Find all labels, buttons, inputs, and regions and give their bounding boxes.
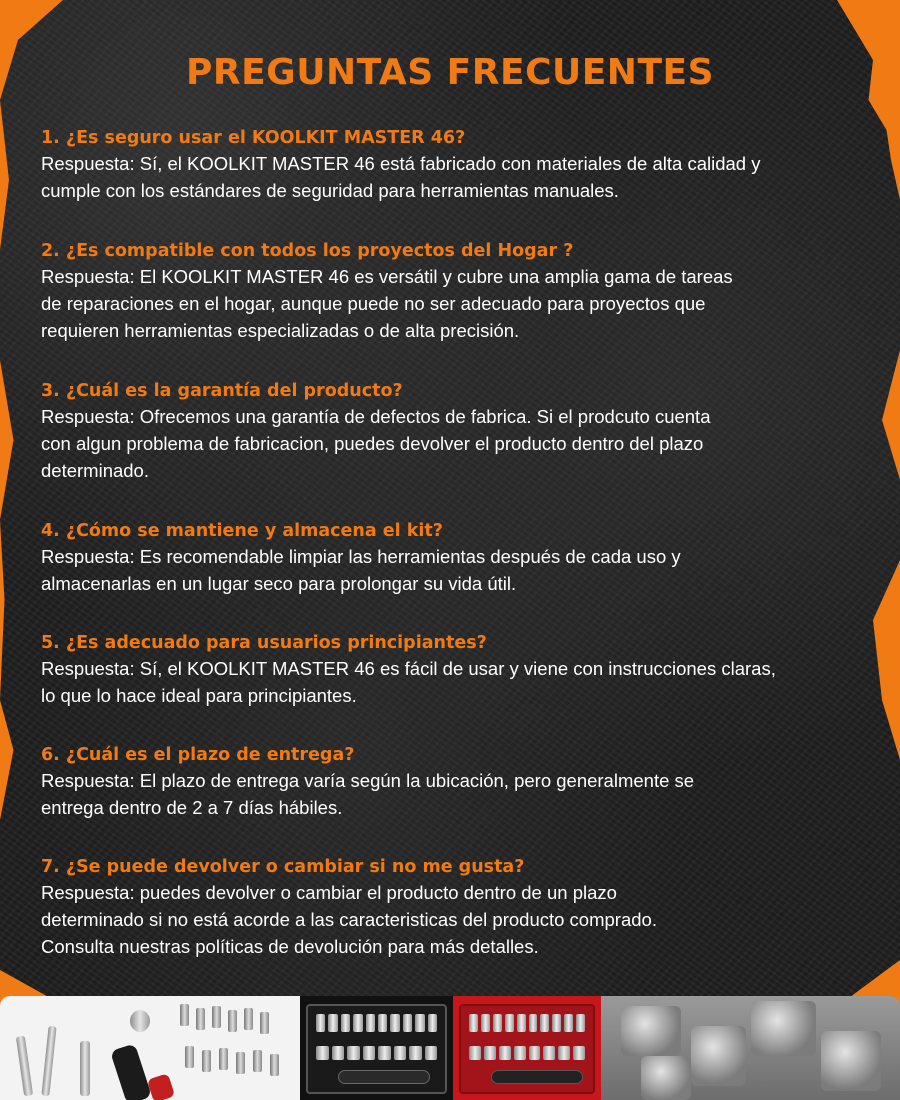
- faq-item-3: [41, 379, 891, 484]
- faq-item-6: [41, 743, 891, 821]
- faq-item-5: [41, 631, 891, 709]
- socket-icon: [260, 1012, 269, 1034]
- faq-answer: Respuesta: El plazo de entrega varía según la ubicación, pero generalmente se entrega dentro de 2 a 7 días hábiles.: [41, 770, 695, 818]
- socket-row-icon: [316, 1014, 437, 1032]
- socket-icon: [212, 1006, 221, 1028]
- socket-icon: [196, 1008, 205, 1030]
- socket-icon: [253, 1050, 262, 1072]
- faq-item-2: [41, 239, 891, 344]
- socket-row-icon: [316, 1046, 437, 1060]
- page-title: PREGUNTAS FRECUENTES: [185, 52, 715, 93]
- t-handle-icon: [80, 1041, 90, 1096]
- socket-row-icon: [469, 1014, 585, 1032]
- socket-bit-icon: [641, 1056, 691, 1100]
- faq-question: 7. ¿Se puede devolver o cambiar si no me gusta?: [41, 857, 525, 877]
- socket-bits-closeup-photo: [601, 996, 900, 1100]
- socket-icon: [270, 1054, 279, 1076]
- faq-answer: Respuesta: Sí, el KOOLKIT MASTER 46 es fácil de usar y viene con instrucciones claras, lo que lo hace ideal para principiantes.: [41, 658, 776, 706]
- faq-question: 2. ¿Es compatible con todos los proyectos del Hogar ?: [41, 241, 574, 261]
- socket-icon: [228, 1010, 237, 1032]
- ratchet-handle-icon: [491, 1070, 583, 1084]
- socket-bit-icon: [751, 1001, 816, 1056]
- faq-question: 5. ¿Es adecuado para usuarios principiantes?: [41, 633, 487, 653]
- socket-icon: [180, 1004, 189, 1026]
- faq-item-1: [41, 126, 891, 204]
- socket-bit-icon: [691, 1026, 746, 1086]
- socket-icon: [219, 1048, 228, 1070]
- socket-icon: [236, 1052, 245, 1074]
- socket-icon: [244, 1008, 253, 1030]
- extension-bar-icon: [16, 1036, 33, 1097]
- faq-answer: Respuesta: puedes devolver o cambiar el producto dentro de un plazo determinado si no está acorde a las caracteristicas del producto comprado. Consulta nuestras políticas de devolución para más detalles.: [41, 882, 657, 957]
- tool-case-icon: [459, 1004, 595, 1094]
- socket-bit-icon: [821, 1031, 881, 1091]
- faq-question: 3. ¿Cuál es la garantía del producto?: [41, 381, 403, 401]
- ratchet-handle-icon: [338, 1070, 430, 1084]
- socket-icon: [202, 1050, 211, 1072]
- product-photo-strip: [0, 996, 900, 1100]
- socket-set-red-case-photo: [453, 996, 601, 1100]
- faq-question: 6. ¿Cuál es el plazo de entrega?: [41, 745, 355, 765]
- ratchet-handle-icon: [110, 1043, 152, 1100]
- faq-answer: Respuesta: El KOOLKIT MASTER 46 es versátil y cubre una amplia gama de tareas de reparaciones en el hogar, aunque puede no ser adecuado para proyectos que requieren herramientas especializadas o de alta precisión.: [41, 266, 733, 341]
- faq-item-7: [41, 855, 891, 960]
- socket-icon: [185, 1046, 194, 1068]
- faq-answer: Respuesta: Es recomendable limpiar las herramientas después de cada uso y almacenarlas en un lugar seco para prolongar su vida útil.: [41, 546, 681, 594]
- socket-set-loose-photo: [0, 996, 300, 1100]
- socket-bit-icon: [621, 1006, 681, 1056]
- ratchet-grip-icon: [147, 1073, 175, 1100]
- socket-set-black-case-photo: [300, 996, 453, 1100]
- faq-answer: Respuesta: Sí, el KOOLKIT MASTER 46 está fabricado con materiales de alta calidad y cumple con los estándares de seguridad para herramientas manuales.: [41, 153, 761, 201]
- faq-answer: Respuesta: Ofrecemos una garantía de defectos de fabrica. Si el prodcuto cuenta con algun problema de fabricacion, puedes devolver el producto dentro del plazo determinado.: [41, 406, 711, 481]
- faq-question: 4. ¿Cómo se mantiene y almacena el kit?: [41, 521, 443, 541]
- extension-bar-icon: [41, 1026, 56, 1096]
- socket-row-icon: [469, 1046, 585, 1060]
- faq-question: 1. ¿Es seguro usar el KOOLKIT MASTER 46?: [41, 128, 466, 148]
- tool-case-icon: [306, 1004, 447, 1094]
- ratchet-head-icon: [130, 1010, 150, 1032]
- faq-item-4: [41, 519, 891, 597]
